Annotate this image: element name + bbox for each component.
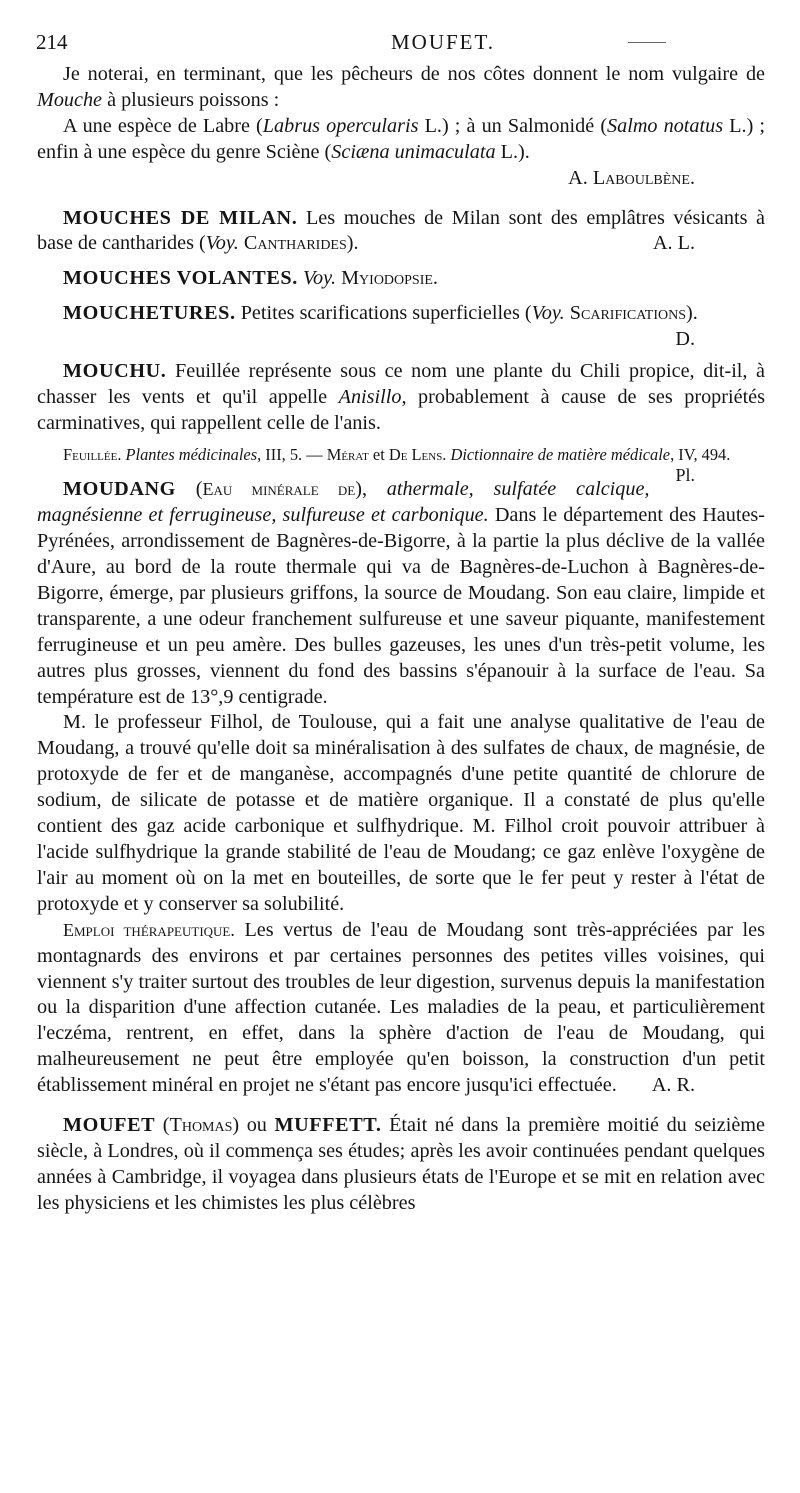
cross-reference: Cantharides bbox=[238, 232, 347, 255]
headword: MOUCHU. bbox=[63, 360, 167, 383]
page-header bbox=[36, 30, 756, 56]
term-anisillo: Anisillo bbox=[338, 385, 402, 408]
author-signature: A. Laboulbène. bbox=[568, 166, 695, 189]
running-title: MOUFET. bbox=[391, 30, 496, 54]
intro-paragraph-1: Je noterai, en terminant, que les pêcheurs de nos côtes donnent le nom vulgaire de Mouche à plusieurs poissons : bbox=[37, 63, 765, 111]
header-rule bbox=[628, 42, 666, 43]
headword: MOUCHES DE MILAN. bbox=[63, 206, 298, 229]
headword: MOUDANG bbox=[63, 478, 176, 501]
cross-reference: Scarifications bbox=[564, 302, 687, 325]
species-labrus: Labrus opercularis bbox=[262, 114, 419, 137]
species-sciaena: Sciæna unimaculata bbox=[331, 140, 496, 163]
entry-moudang: MOUDANG (Eau minérale de), athermale, sulfatée calcique, magnésienne et ferrugineuse, sulfureuse et carbonique. Dans le département des Hautes-Pyrénées, arrondissement de Bagnères-de-Bigorre, à la partie la plus déclive de la vallée d'Aure, au bord de la route thermale qui va de Bagnères-de-Luchon à Bagnères-de-Bigorre, émerge, par plusieurs griffons, la source de Moudang. Son eau claire, limpide et transparente, a une odeur franchement sulfureuse et une saveur piquante, manifestement ferrugineuse et un peu amère. Des bulles gazeuses, les unes d'un très-petit volume, les autres plus grosses, viennent du fond des bassins s'épanouir à la surface de l'eau. Sa température est de 13°,9 centigrade. bbox=[37, 478, 765, 708]
entry-mouchetures: MOUCHETURES. Petites scarifications superficielles (Voy. Scarifications). bbox=[63, 302, 698, 325]
bibliography: Feuillée. Plantes médicinales, III, 5. — Mérat et De Lens. Dictionnaire de matière médicale, IV, 494. Pl. bbox=[37, 445, 765, 466]
headword-variant: MUFFETT. bbox=[274, 1114, 382, 1137]
intro-paragraph-2: A une espèce de Labre (Labrus opercularis L.) ; à un Salmonidé (Salmo notatus L.) ; enfin à une espèce du genre Sciène (Sciæna unimaculata L.). bbox=[37, 114, 766, 163]
entry-moufet: MOUFET (Thomas) ou MUFFETT. Était né dans la première moitié du seizième siècle, à Londres, où il commença ses études; après les avoir continuées pendant quelques années à Cambridge, il voyagea dans plusieurs états de l'Europe et se mit en relation avec les physiciens et les chimistes les plus célèbres bbox=[37, 1114, 765, 1214]
entry-mouchu: MOUCHU. Feuillée représente sous ce nom une plante du Chili propice, dit-il, à chasser les vents et qu'il appelle Anisillo, probablement à cause de ses propriétés carminatives, qui rappellent celle de l'anis. bbox=[37, 360, 765, 434]
headword: MOUCHES VOLANTES. bbox=[63, 267, 298, 290]
moudang-paragraph-3: Emploi thérapeutique. Les vertus de l'eau de Moudang sont très-appréciées par les montagnards des environs et par certaines personnes des petites villes voisines, qui viennent s'y traiter surtout des troubles de leur digestion, survenus depuis la manifestation ou la disparition d'une affection cutanée. Les maladies de la peau, et particulièrement l'eczéma, rentrent, en effet, dans la sphère d'action de l'eau de Moudang, qui malheureusement ne peut être employée qu'en boisson, la construction d'un petit établissement minéral en projet ne s'étant pas encore jusqu'ici effectuée. A. R. bbox=[37, 918, 765, 1099]
cross-reference: Myiodopsie. bbox=[341, 267, 438, 290]
headword: MOUCHETURES. bbox=[63, 302, 236, 325]
entry-mouches-volantes: MOUCHES VOLANTES. Voy. Myiodopsie. bbox=[63, 267, 438, 290]
author-signature: D. bbox=[675, 328, 695, 351]
author-signature: Pl. bbox=[675, 465, 695, 486]
term-mouche: Mouche bbox=[37, 88, 103, 111]
species-salmo: Salmo notatus bbox=[607, 114, 724, 137]
entry-mouches-de-milan: MOUCHES DE MILAN. Les mouches de Milan sont des emplâtres vésicants à base de cantharides (Voy. Cantharides). A. L. bbox=[37, 206, 765, 258]
author-signature: A. L. bbox=[652, 232, 695, 255]
moudang-paragraph-2: M. le professeur Filhol, de Toulouse, qui a fait une analyse qualitative de l'eau de Moudang, a trouvé qu'elle doit sa minéralisation à des sulfates de chaux, de magnésie, de protoxyde de fer et de manganèse, accompagnés d'une petite quantité de chlorure de sodium, de silicate de potasse et de matière organique. Il a constaté de plus qu'elle contient des gaz acide carbonique et sulfhydrique. M. Filhol croit pouvoir attribuer à l'acide sulfhydrique la grande stabilité de l'eau de Moudang; ce gaz enlève l'oxygène de l'air au moment où on la met en bouteilles, de sorte que le fer peut y rester à l'état de protoxyde et y conserver sa solubilité. bbox=[37, 711, 765, 915]
page-number: 214 bbox=[36, 30, 68, 54]
headword: MOUFET bbox=[63, 1114, 156, 1137]
section-label: Emploi thérapeutique. bbox=[63, 919, 235, 940]
author-signature: A. R. bbox=[651, 1074, 695, 1097]
page-body bbox=[37, 62, 765, 1217]
water-qualifiers: athermale, sulfatée calcique, magnésienne et ferrugineuse, sulfureuse et carbonique. bbox=[37, 478, 650, 527]
